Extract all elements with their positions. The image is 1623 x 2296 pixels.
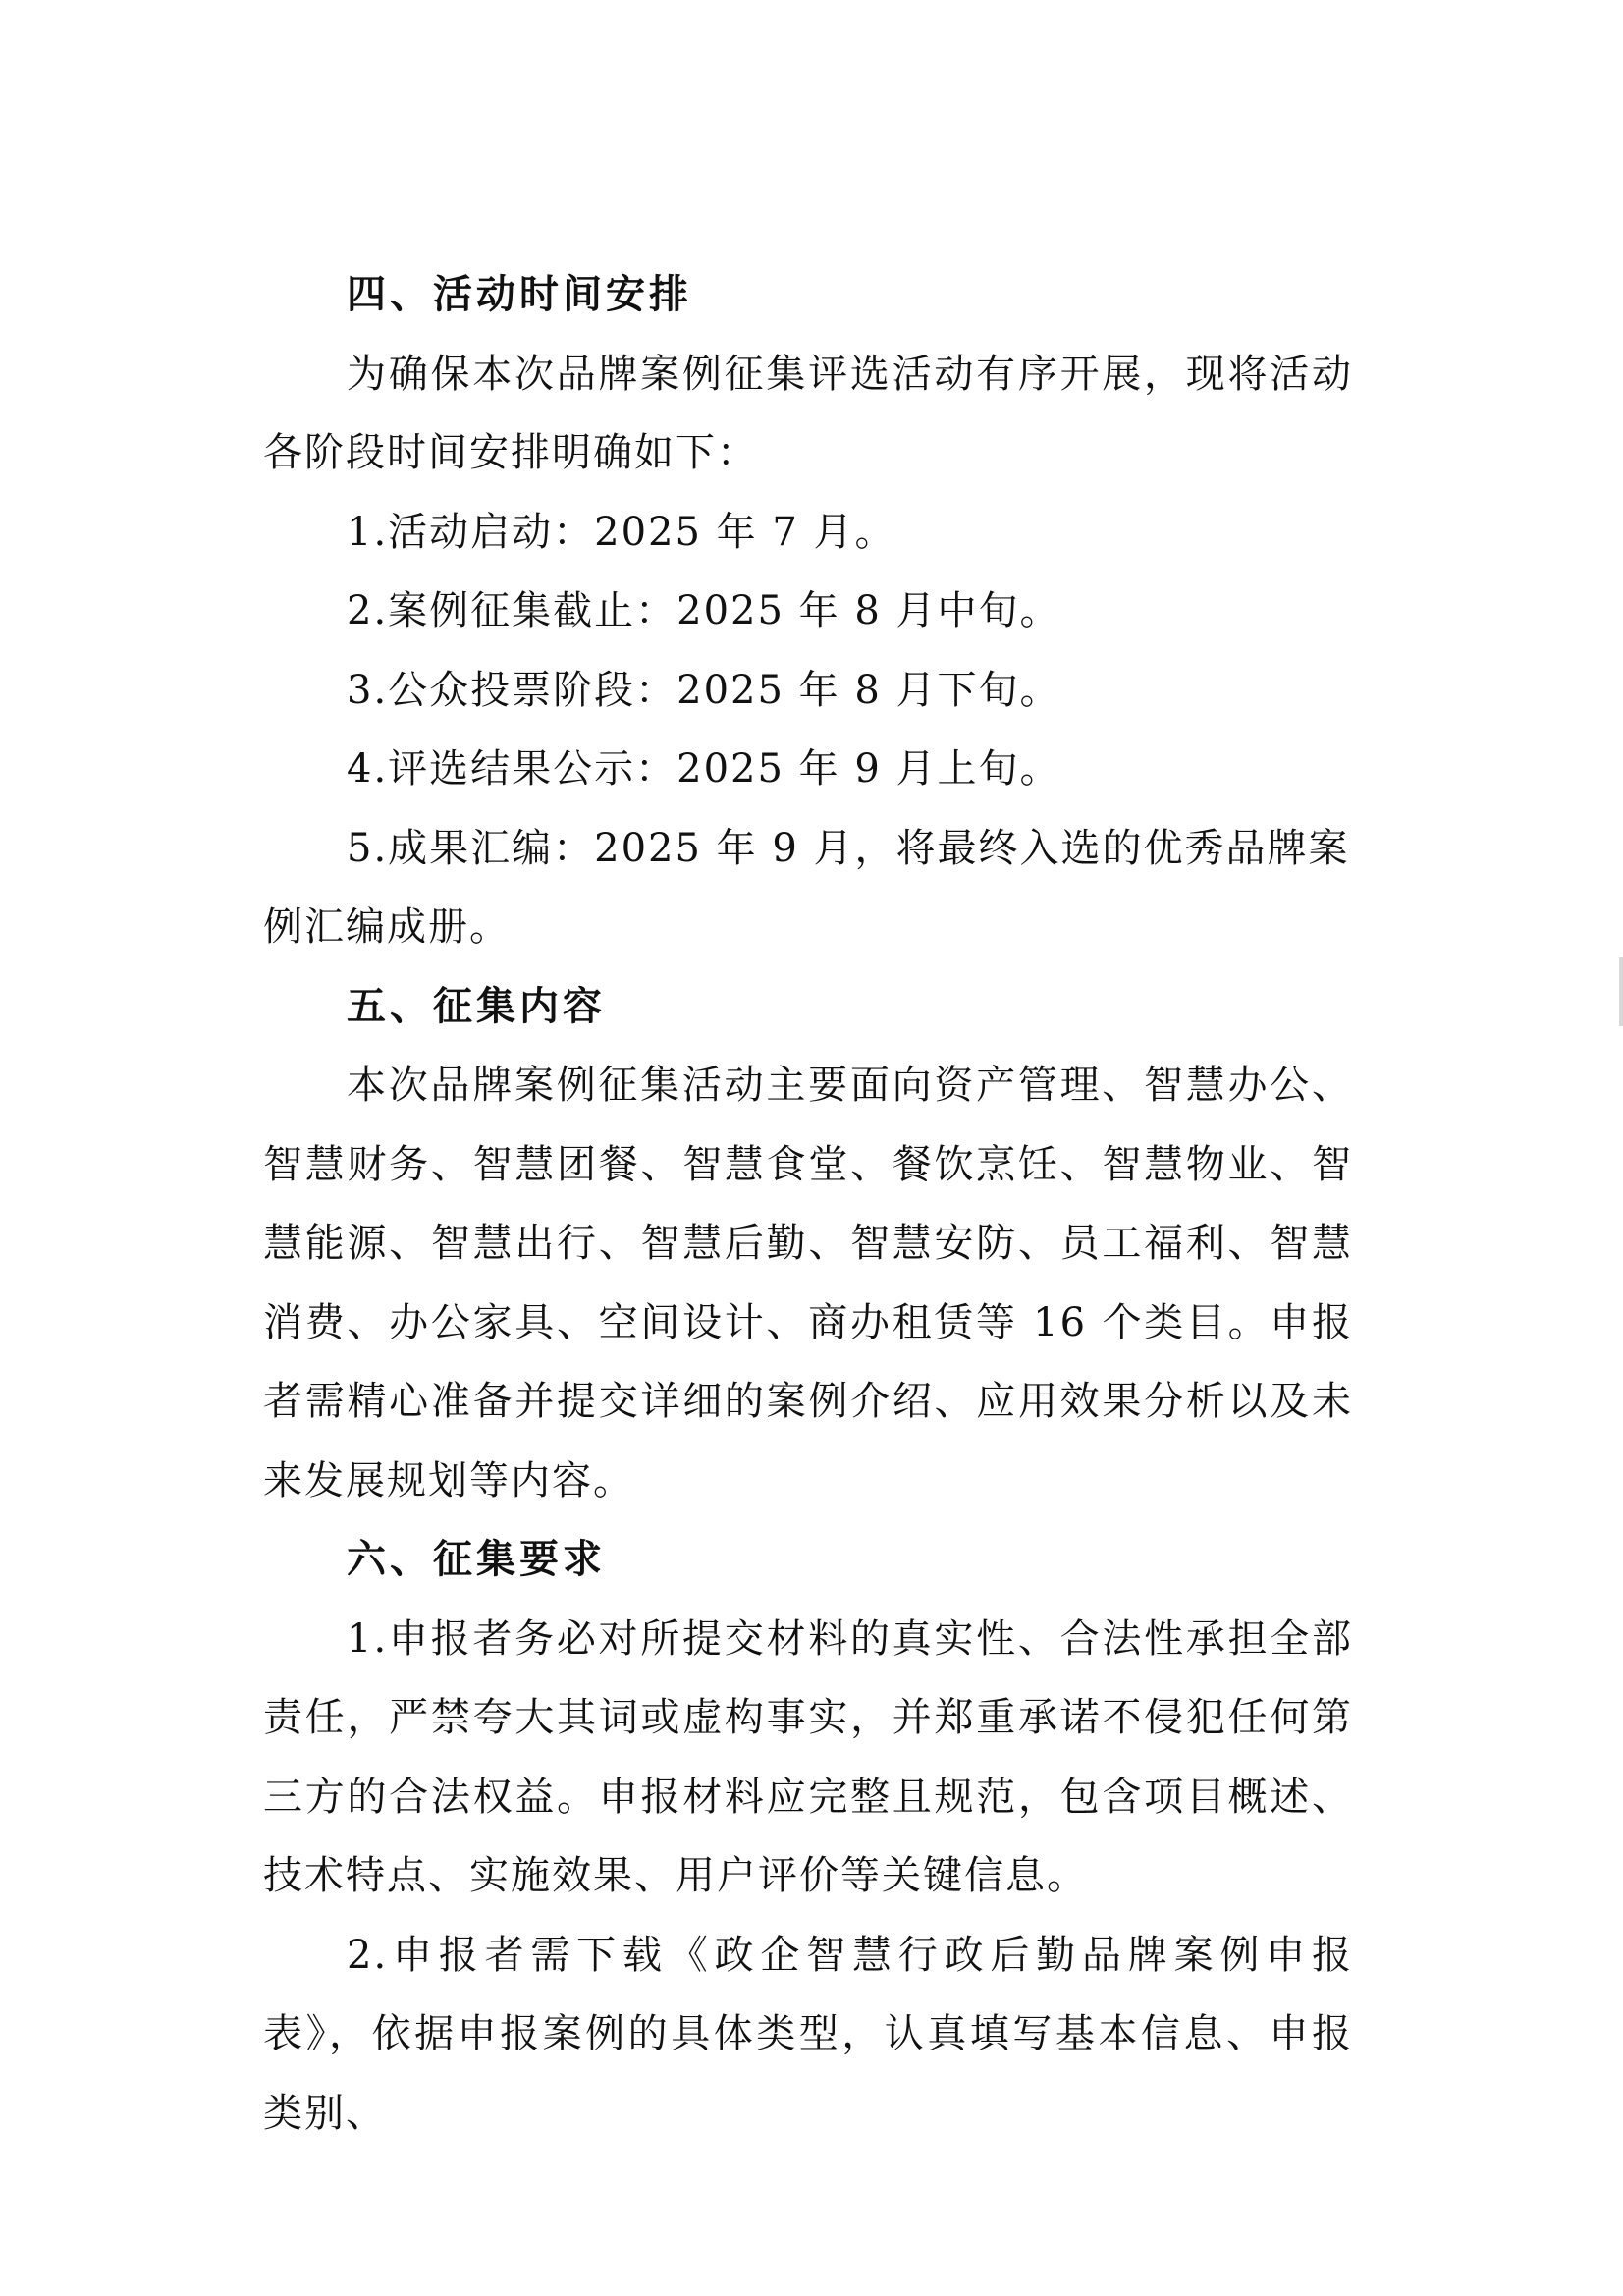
section-4-intro: 为确保本次品牌案例征集评选活动有序开展，现将活动各阶段时间安排明确如下： — [263, 351, 1353, 475]
section-6-heading: 六、征集要求 — [347, 1537, 606, 1582]
requirement-item-2: 2.申报者需下载《政企智慧行政后勤品牌案例申报表》，依据申报案例的具体类型，认真填写基本信息、申报类别、 — [263, 1932, 1353, 2136]
scan-edge-mark — [1619, 957, 1623, 1026]
section-5-body: 本次品牌案例征集活动主要面向资产管理、智慧办公、智慧财务、智慧团餐、智慧食堂、餐饮烹饪、智慧物业、智慧能源、智慧出行、智慧后勤、智慧安防、员工福利、智慧消费、办公家具、空间设计、商办租赁等 16 个类目。申报者需精心准备并提交详细的案例介绍、应用效果分析以及未来发展规划等内容。 — [263, 1063, 1353, 1503]
requirement-item-1: 1.申报者务必对所提交材料的真实性、合法性承担全部责任，严禁夸大其词或虚构事实，并郑重承诺不侵犯任何第三方的合法权益。申报材料应完整且规范，包含项目概述、技术特点、实施效果、用户评价等关键信息。 — [263, 1615, 1353, 1898]
schedule-item-1: 1.活动启动：2025 年 7 月。 — [347, 509, 896, 555]
schedule-item-4: 4.评选结果公示：2025 年 9 月上旬。 — [347, 746, 1061, 792]
section-5-heading: 五、征集内容 — [347, 983, 606, 1029]
schedule-item-5: 5.成果汇编：2025 年 9 月，将最终入选的优秀品牌案例汇编成册。 — [263, 825, 1350, 950]
schedule-item-3: 3.公众投票阶段：2025 年 8 月下旬。 — [347, 667, 1061, 713]
document-page — [263, 255, 1353, 2153]
schedule-item-2: 2.案例征集截止：2025 年 8 月中旬。 — [347, 588, 1061, 633]
section-4-heading: 四、活动时间安排 — [347, 272, 692, 317]
